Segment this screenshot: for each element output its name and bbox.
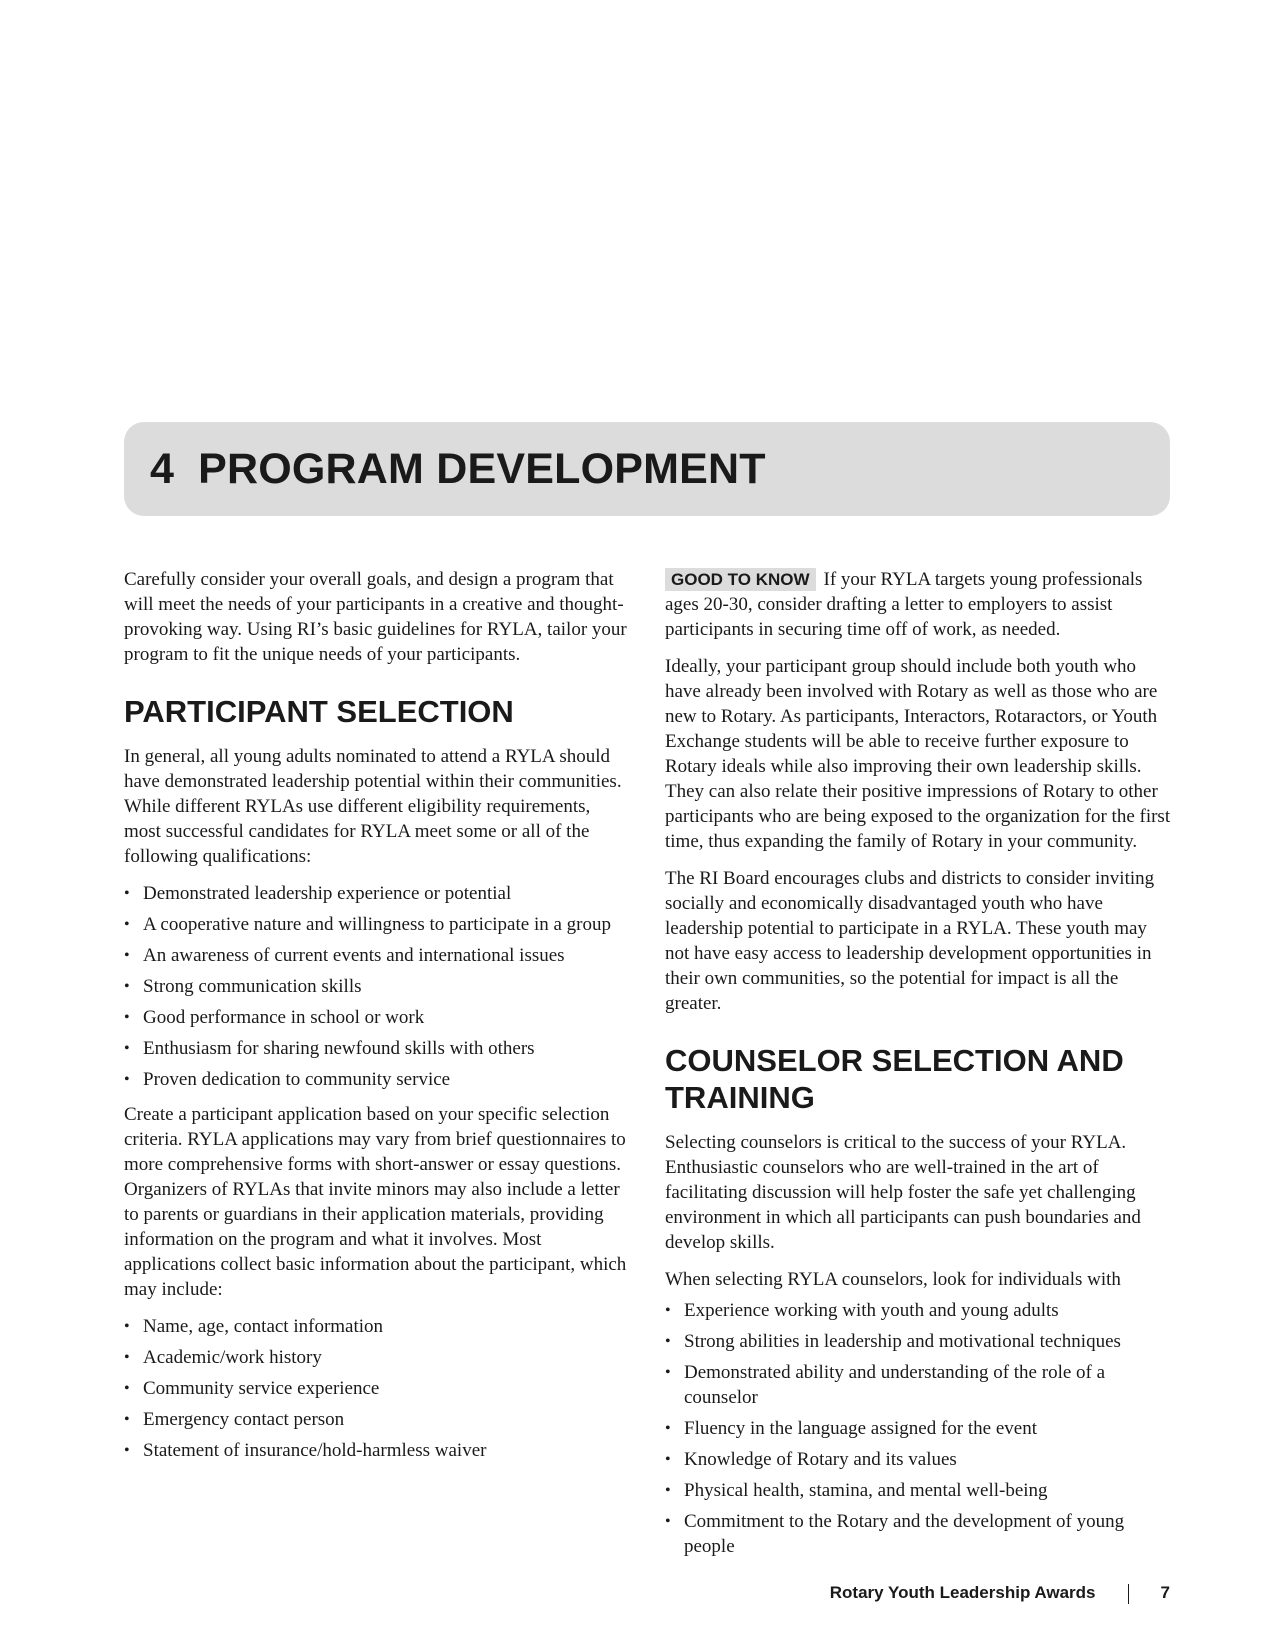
list-item: • Enthusiasm for sharing newfound skills with others [124,1036,629,1061]
list-item: • Experience working with youth and young adults [665,1298,1171,1323]
right-paragraph-1: Ideally, your participant group should include both youth who have already been involved with Rotary as well as those who are new to Rotary. As participants, Interactors, Rotaractors, or Youth Exchange students will be able to receive further exposure to Rotary ideals while also improving their own leadership skills. They can also relate their positive impressions of Rotary to other participants who are being exposed to the organization for the first time, thus expanding the family of Rotary in your community. [665,656,1171,852]
list-item: • Emergency contact person [124,1407,629,1432]
list-item: • Name, age, contact information [124,1314,629,1339]
list-item: • An awareness of current events and international issues [124,943,629,968]
list-item: • Fluency in the language assigned for the event [665,1416,1171,1441]
right-paragraph-2: The RI Board encourages clubs and districts to consider inviting socially and economically disadvantaged youth who have leadership potential to participate in a RYLA. These youth may not have easy access to leadership development opportunities in their own communities, so the potential for impact is all the greater. [665,868,1155,1014]
list-item: • Demonstrated leadership experience or potential [124,881,629,906]
intro-paragraph: Carefully consider your overall goals, and design a program that will meet the needs of your participants in a creative and thought-provoking way. Using RI’s basic guidelines for RYLA, tailor your program to fit the unique needs of your participants. [124,569,627,665]
chapter-number: 4 [150,445,175,493]
chapter-title [150,422,766,516]
list-item: • Knowledge of Rotary and its values [665,1447,1171,1472]
counselor-paragraph-2: When selecting RYLA counselors, look for individuals with [665,1269,1121,1290]
list-item: • Physical health, stamina, and mental well-being [665,1478,1171,1503]
counselor-paragraph-1: Selecting counselors is critical to the success of your RYLA. Enthusiastic counselors who are well-trained in the art of facilitating discussion will help foster the safe yet challenging environment in which all participants can push boundaries and develop skills. [665,1132,1141,1253]
participant-paragraph-2: Create a participant application based on your specific selection criteria. RYLA applications may vary from brief questionnaires to more comprehensive forms with short-answer or essay questions. Organizers of RYLAs that invite minors may also include a letter to parents or guardians in their application materials, providing information on the program and what it involves. Most applications collect basic information about the participant, which may include: [124,1104,627,1300]
left-column [124,567,629,1473]
list-item: • Academic/work history [124,1345,629,1370]
list-item: • Statement of insurance/hold-harmless waiver [124,1438,629,1463]
list-item: • Proven dedication to community service [124,1067,629,1092]
list-item: • Good performance in school or work [124,1005,629,1030]
footer-divider [1128,1584,1129,1604]
page-footer [830,1583,1170,1604]
list-item: • Strong communication skills [124,974,629,999]
application-items-list [124,1314,629,1463]
list-item: • Demonstrated ability and understanding of the role of a counselor [665,1360,1171,1410]
good-to-know-callout [665,567,1171,642]
list-item: • Strong abilities in leadership and motivational techniques [665,1329,1171,1354]
list-item: • Community service experience [124,1376,629,1401]
participant-paragraph-1: In general, all young adults nominated to attend a RYLA should have demonstrated leadership potential within their communities. While different RYLAs use different eligibility requirements, most successful candidates for RYLA meet some or all of the following qualifications: [124,746,622,867]
footer-title: Rotary Youth Leadership Awards [829,1583,1096,1602]
qualifications-list [124,881,629,1092]
chapter-title-text: PROGRAM DEVELOPMENT [198,445,766,493]
chapter-header [124,422,1170,516]
right-column [665,567,1171,1569]
counselor-selection-heading: COUNSELOR SELECTION AND TRAINING [665,1043,1124,1115]
counselor-qualities-list [665,1298,1171,1559]
list-item: • A cooperative nature and willingness to participate in a group [124,912,629,937]
good-to-know-text: If your RYLA targets young professionals ages 20-30, consider drafting a letter to employers to assist participants in securing time off of work, as needed. [665,569,1143,640]
list-item: • Commitment to the Rotary and the development of young people [665,1509,1171,1559]
page-number: 7 [1160,1583,1170,1602]
good-to-know-label: GOOD TO KNOW [665,568,816,591]
participant-selection-heading: PARTICIPANT SELECTION [124,694,514,729]
